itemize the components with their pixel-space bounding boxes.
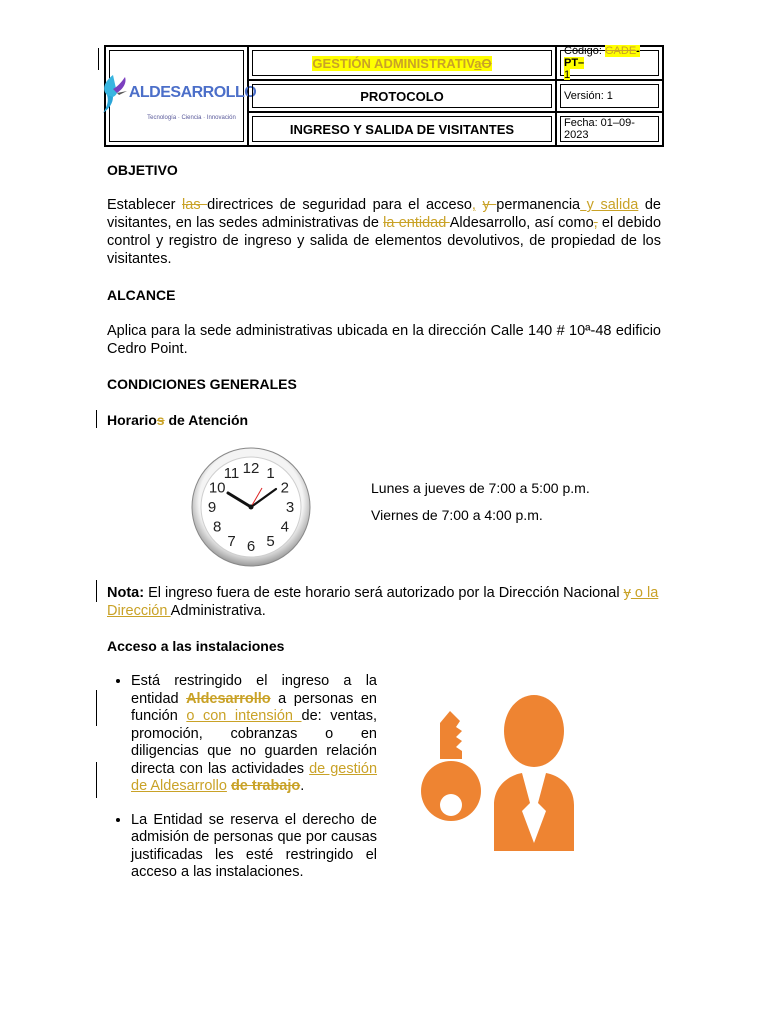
title-cell [248,46,556,80]
list-item: • La Entidad se reserva el derecho de admisión de personas que por causas justificadas les esté restringido el acceso a las instalaciones. [131,812,377,882]
clock-numeral: 8 [213,518,222,536]
protocolo-title: PROTOCOLO [360,88,444,104]
codigo-cell [556,46,663,80]
objetivo-heading: OBJETIVO [107,162,178,178]
document-header-table [104,45,664,147]
logo-cell [105,46,257,146]
clock-numeral: 3 [285,499,295,516]
hummingbird-logo-icon [97,71,129,115]
version-text: Versión: 1 [564,90,613,102]
codigo-label: Código: [564,45,605,57]
acceso-list [107,673,377,882]
clock-numeral: 1 [266,465,275,483]
condiciones-heading: CONDICIONES GENERALES [107,376,297,392]
clock-numeral: 10 [208,479,226,497]
schedule-friday: Viernes de 7:00 a 4:00 p.m. [371,507,543,523]
clock-numeral: 6 [246,538,256,555]
clock-numeral: 4 [280,518,289,536]
key-access-icon [418,693,588,853]
nota-paragraph: Nota: El ingreso fuera de este horario será autorizado por la Dirección Nacional y o la Dirección Administrativa. [107,585,659,619]
clock-numeral: 5 [266,532,275,550]
codigo-deleted: GADE [604,45,637,57]
fecha-cell [556,112,663,146]
objetivo-paragraph: Establecer las directrices de seguridad para el acceso, y permanencia y salida de visitantes, en las sedes administrativas de la entidad Aldesarrollo, así como, el debido control y registro de ingreso y salida de elementos devolutivos, de propiedad de los visitantes. [107,197,662,267]
logo-tagline: Tecnología · Ciencia · Innovación [147,115,236,121]
list-item: • Está restringido el ingreso a la entidad Aldesarrollo a personas en función o con intensión de: ventas, promoción, cobranzas o en diligencias que no guarden relación directa con las actividades de gestión de Aldesarrollo de trabajo. [131,673,377,796]
subject-title: INGRESO Y SALIDA DE VISITANTES [289,121,515,137]
clock-icon [190,446,312,568]
subject-cell [248,112,556,146]
alcance-paragraph: Aplica para la sede administrativas ubicada en la dirección Calle 140 # 10ª-48 edificio Cedro Point. [107,323,661,357]
change-bar [96,410,97,428]
change-bar [96,580,97,602]
acceso-heading: Acceso a las instalaciones [107,638,285,654]
clock-numeral: 11 [223,465,240,483]
change-bar [96,690,97,726]
clock-numeral: 12 [242,460,260,477]
schedule-weekdays: Lunes a jueves de 7:00 a 5:00 p.m. [371,480,590,496]
logo-name: ALDESARROLLO [128,84,257,101]
change-bar [98,48,99,70]
alcance-heading: ALCANCE [107,287,176,303]
change-bar [96,762,97,798]
wall-clock-image [190,446,312,568]
clock-numeral: 9 [207,499,217,516]
version-cell [556,80,663,112]
gestion-title: GESTIÓN ADMINISTRATIVaO [312,55,492,71]
fecha-text: Fecha: 01–09-2023 [564,117,635,141]
protocolo-cell [248,80,556,112]
clock-numeral: 7 [227,532,236,550]
horarios-heading: Horarios de Atención [107,412,249,428]
codigo-suffix: -PT– [564,45,640,69]
key-person-icon [418,693,588,853]
clock-numeral: 2 [280,479,289,497]
codigo-line2: 1 [564,69,571,81]
